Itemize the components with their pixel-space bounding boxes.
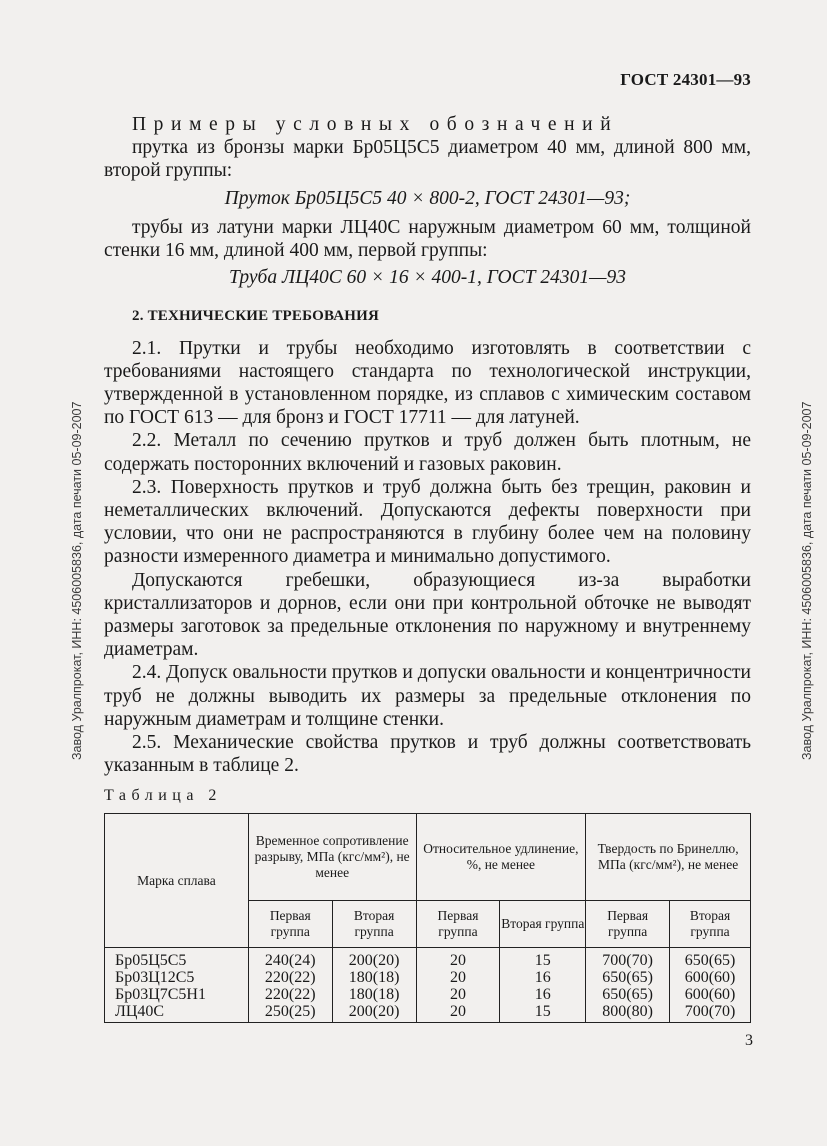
- subheader-first-group: Первая группа: [586, 901, 670, 948]
- subheader-second-group: Вторая группа: [670, 901, 751, 948]
- print-stamp-right: Завод Уралпрокат, ИНН: 4506005836, дата печати 05-09-2007: [800, 401, 814, 760]
- paragraph-2-3: 2.3. Поверхность прутков и труб должна быть без трещин, раковин и неметаллических включений. Допускаются дефекты поверхности при условии, что они не распространяются в глубину более чем на половину разности измеренного диаметра и минимально допустимого.: [104, 476, 751, 568]
- page-number: 3: [745, 1032, 753, 1049]
- tube-designation: Труба ЛЦ40С 60 × 16 × 400-1, ГОСТ 24301—93: [229, 267, 626, 289]
- paragraph-2-4: 2.4. Допуск овальности прутков и допуски овальности и концентричности труб не должны выводить их размеры за предельные отклонения по наружным диаметрам и толщине стенки.: [104, 662, 751, 730]
- table-cell: 200(20): [332, 948, 416, 970]
- table-cell: 20: [416, 948, 500, 970]
- tube-example-text: трубы из латуни марки ЛЦ40С наружным диаметром 60 мм, толщиной стенки 16 мм, длиной 400 мм, первой группы:: [104, 216, 751, 262]
- table-cell: 180(18): [332, 969, 416, 986]
- table-cell: 600(60): [670, 986, 751, 1003]
- table-cell: 200(20): [332, 1003, 416, 1023]
- table-cell: 700(70): [670, 1003, 751, 1023]
- subheader-first-group: Первая группа: [416, 901, 500, 948]
- table-cell: 800(80): [586, 1003, 670, 1023]
- rod-example-text: прутка из бронзы марки Бр05Ц5С5 диаметром 40 мм, длиной 800 мм, второй группы:: [104, 137, 751, 182]
- alloy-grade-cell: Бр03Ц12С5: [105, 969, 249, 986]
- table-cell: 240(24): [248, 948, 332, 970]
- table-cell: 220(22): [248, 986, 332, 1003]
- header-alloy-grade: Марка сплава: [105, 814, 249, 948]
- rod-designation: Пруток Бр05Ц5С5 40 × 800-2, ГОСТ 24301—93;: [224, 187, 631, 209]
- table-cell: 16: [500, 986, 586, 1003]
- table-cell: 20: [416, 986, 500, 1003]
- table-cell: 16: [500, 969, 586, 986]
- mechanical-properties-table: [104, 813, 751, 1023]
- table-row: [105, 1003, 751, 1023]
- table-cell: 700(70): [586, 948, 670, 970]
- table-cell: 650(65): [586, 986, 670, 1003]
- table-cell: 650(65): [586, 969, 670, 986]
- table-cell: 600(60): [670, 969, 751, 986]
- table-cell: 180(18): [332, 986, 416, 1003]
- table-title: Таблица 2: [104, 787, 222, 804]
- alloy-grade-cell: ЛЦ40С: [105, 1003, 249, 1023]
- table-cell: 15: [500, 948, 586, 970]
- paragraph-2-2: 2.2. Металл по сечению прутков и труб должен быть плотным, не содержать посторонних включений и газовых раковин.: [104, 430, 751, 475]
- subheader-second-group: Вторая группа: [500, 901, 586, 948]
- subheader-second-group: Вторая группа: [332, 901, 416, 948]
- table-cell: 20: [416, 1003, 500, 1023]
- paragraph-2-1: 2.1. Прутки и трубы необходимо изготовлять в соответствии с требованиями настоящего стандарта по технологической инструкции, утвержденной в установленном порядке, из сплавов с химическим составом по ГОСТ 613 — для бронз и ГОСТ 17711 — для латуней.: [104, 337, 751, 429]
- alloy-grade-cell: Бр03Ц7С5Н1: [105, 986, 249, 1003]
- table-cell: 650(65): [670, 948, 751, 970]
- section-title: 2. ТЕХНИЧЕСКИЕ ТРЕБОВАНИЯ: [132, 308, 380, 325]
- print-stamp-left: Завод Уралпрокат, ИНН: 4506005836, дата печати 05-09-2007: [70, 401, 84, 760]
- header-tensile-strength: Временное сопротивление разрыву, МПа (кгс/мм²), не менее: [248, 814, 416, 901]
- table-cell: 20: [416, 969, 500, 986]
- document-body: [104, 113, 751, 777]
- paragraph-2-5: 2.5. Механические свойства прутков и труб должны соответствовать указанным в таблице 2.: [104, 732, 751, 777]
- table-cell: 220(22): [248, 969, 332, 986]
- subheader-first-group: Первая группа: [248, 901, 332, 948]
- table-cell: 15: [500, 1003, 586, 1023]
- paragraph-2-3-continued: Допускаются гребешки, образующиеся из-за выработки кристаллизаторов и дорнов, если они при контрольной обточке не выводят размеры заготовок за предельные отклонения по наружному и внутреннему диаметрам.: [104, 569, 751, 661]
- examples-heading: Примеры условных обозначений: [132, 114, 619, 135]
- gost-header: ГОСТ 24301—93: [620, 70, 751, 89]
- alloy-grade-cell: Бр05Ц5С5: [105, 948, 249, 970]
- table-row: [105, 986, 751, 1003]
- table-row: [105, 969, 751, 986]
- header-brinell-hardness: Твердость по Бринеллю, МПа (кгс/мм²), не менее: [586, 814, 751, 901]
- header-elongation: Относительное удлинение, %, не менее: [416, 814, 586, 901]
- table-cell: 250(25): [248, 1003, 332, 1023]
- table-row: [105, 948, 751, 970]
